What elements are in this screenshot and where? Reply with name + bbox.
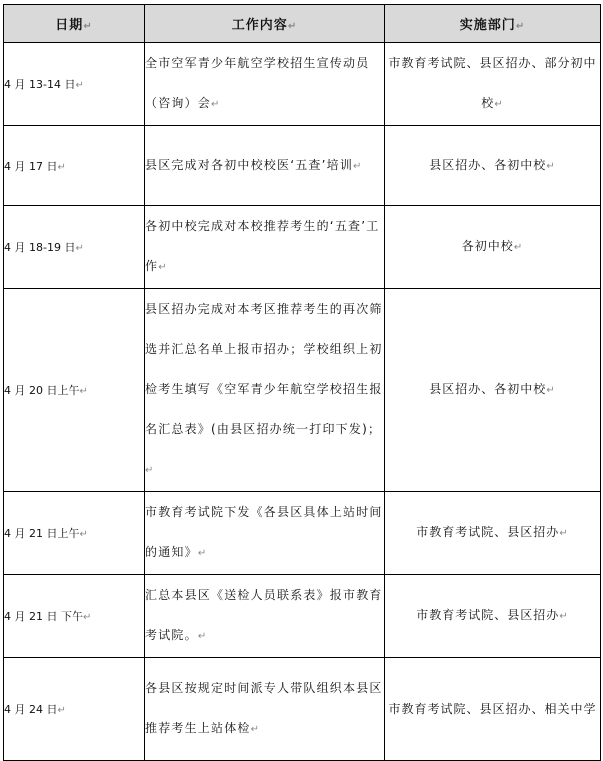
date-cell: 4 月 21 日 下午↵ [4,575,145,658]
dept-cell: 市教育考试院、县区招办↵ [385,575,601,658]
date-cell: 4 月 24 日↵ [4,658,145,761]
date-cell: 4 月 20 日上午↵ [4,289,145,492]
header-content: 工作内容↵ [145,5,385,43]
header-date: 日期↵ [4,5,145,43]
table-row [4,658,601,761]
date-cell: 4 月 18-19 日↵ [4,206,145,289]
table-row [4,126,601,206]
content-cell: 市教育考试院下发《各县区具体上站时间的通知》↵ [145,492,385,575]
table-row [4,206,601,289]
table-row [4,43,601,126]
date-cell: 4 月 17 日↵ [4,126,145,206]
dept-cell: 市教育考试院、县区招办、部分初中校↵ [385,43,601,126]
dept-cell: 县区招办、各初中校↵ [385,126,601,206]
content-cell: 县区完成对各初中校校医‘五查’培训↵ [145,126,385,206]
content-cell: 汇总本县区《送检人员联系表》报市教育考试院。↵ [145,575,385,658]
content-cell: 县区招办完成对本考区推荐考生的再次筛选并汇总名单上报市招办；学校组织上初检考生填写《空军青少年航空学校招生报名汇总表》(由县区招办统一打印下发)；↵ [145,289,385,492]
table-row [4,492,601,575]
header-dept: 实施部门↵ [385,5,601,43]
date-cell: 4 月 21 日上午↵ [4,492,145,575]
content-cell: 各县区按规定时间派专人带队组织本县区推荐考生上站体检↵ [145,658,385,761]
schedule-table [3,4,601,761]
dept-cell: 各初中校↵ [385,206,601,289]
dept-cell: 市教育考试院、县区招办↵ [385,492,601,575]
content-cell: 全市空军青少年航空学校招生宣传动员（咨询）会↵ [145,43,385,126]
table-header-row [4,5,601,43]
table-row [4,289,601,492]
content-cell: 各初中校完成对本校推荐考生的‘五查’工作↵ [145,206,385,289]
dept-cell: 市教育考试院、县区招办、相关中学 [385,658,601,761]
date-cell: 4 月 13-14 日↵ [4,43,145,126]
dept-cell: 县区招办、各初中校↵ [385,289,601,492]
table-row [4,575,601,658]
